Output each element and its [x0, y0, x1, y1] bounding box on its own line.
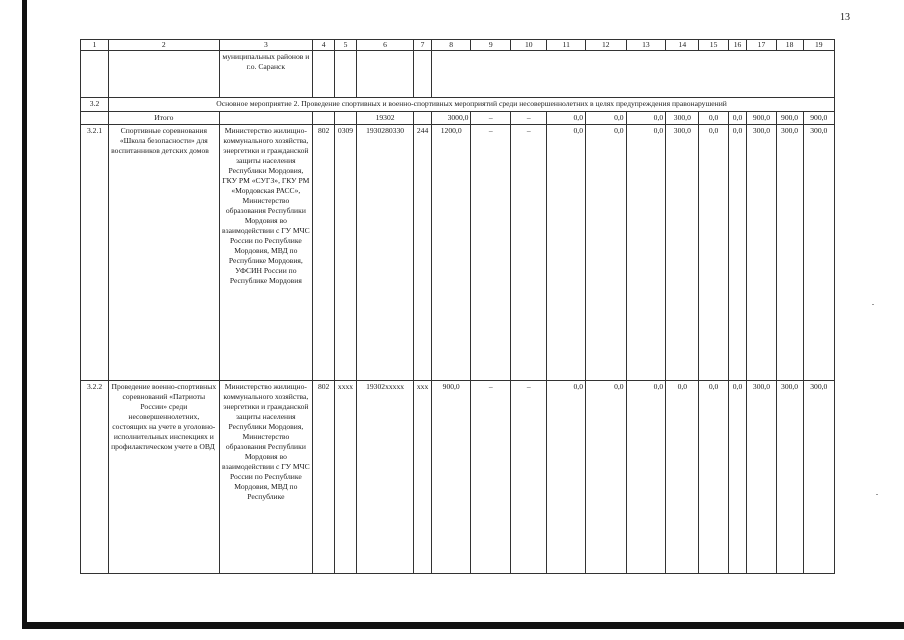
scan-speck [876, 494, 878, 495]
row-value: 0,0 [586, 125, 627, 381]
scan-bottom-border [22, 622, 904, 629]
scan-speck [872, 304, 874, 305]
continuation-row [81, 51, 835, 98]
row-value: 300,0 [666, 125, 699, 381]
col-header: 15 [699, 40, 728, 51]
row-value: – [471, 381, 511, 574]
col-header: 7 [414, 40, 432, 51]
table-row [81, 381, 835, 574]
total-value: 0,0 [586, 112, 627, 125]
row-c5: 0309 [335, 125, 357, 381]
col-header: 17 [747, 40, 776, 51]
col-header: 4 [313, 40, 335, 51]
scan-left-border [22, 0, 27, 628]
col-header: 18 [776, 40, 803, 51]
row-c4: 802 [313, 125, 335, 381]
row-value: 300,0 [803, 125, 834, 381]
column-number-row [81, 40, 835, 51]
row-value: 1200,0 [431, 125, 471, 381]
total-value: 300,0 [666, 112, 699, 125]
total-value: 0,0 [547, 112, 586, 125]
col-header: 19 [803, 40, 834, 51]
row-value: 0,0 [699, 381, 728, 574]
col-header: 8 [431, 40, 471, 51]
row-c5: хххх [335, 381, 357, 574]
row-name: Спортивные соревнования «Школа безопасности» для воспитанников детских домов [109, 125, 219, 381]
col-header: 6 [356, 40, 413, 51]
row-value: – [471, 125, 511, 381]
page-number: 13 [840, 12, 850, 23]
total-value: 900,0 [747, 112, 776, 125]
row-code: 3.2.2 [81, 381, 109, 574]
row-code: 3.2.1 [81, 125, 109, 381]
total-value: 3000,0 [431, 112, 471, 125]
row-c7: 244 [414, 125, 432, 381]
row-c4: 802 [313, 381, 335, 574]
row-value: – [511, 125, 547, 381]
total-value: 900,0 [776, 112, 803, 125]
col-header: 10 [511, 40, 547, 51]
row-executor: Министерство жилищно-коммунального хозяйства, энергетики и гражданской защиты населения Республики Мордовия, ГКУ РМ «СУГЗ», ГКУ РМ «Мордовская РАСС», Министерство образования Республики Мордовия во взаимодействии с ГУ МЧС России по Республике Мордовия, МВД по Республике Мордовия, УФСИН России по Республике Мордовия [219, 125, 313, 381]
total-value: – [471, 112, 511, 125]
col-header: 2 [109, 40, 219, 51]
row-value: 300,0 [747, 381, 776, 574]
col-header: 1 [81, 40, 109, 51]
row-value: 0,0 [547, 381, 586, 574]
row-value: 0,0 [728, 125, 747, 381]
row-value: 0,0 [728, 381, 747, 574]
col-header: 16 [728, 40, 747, 51]
total-value: 0,0 [699, 112, 728, 125]
col-header: 5 [335, 40, 357, 51]
row-c6: 19302ххххх [356, 381, 413, 574]
col-header: 9 [471, 40, 511, 51]
row-value: 300,0 [776, 381, 803, 574]
row-value: 900,0 [431, 381, 471, 574]
total-value: 0,0 [728, 112, 747, 125]
section-row [81, 98, 835, 112]
col-header: 14 [666, 40, 699, 51]
row-c7: ххх [414, 381, 432, 574]
total-label: Итого [109, 112, 219, 125]
section-title: Основное мероприятие 2. Проведение спортивных и военно-спортивных мероприятий среди несовершеннолетних в целях предупреждения правонарушений [109, 98, 835, 112]
program-table [80, 39, 835, 574]
row-value: 0,0 [586, 381, 627, 574]
executor-cell: муниципальных районов и г.о. Саранск [219, 51, 313, 98]
table-row [81, 125, 835, 381]
row-value: 0,0 [666, 381, 699, 574]
col-header: 11 [547, 40, 586, 51]
col-header: 12 [586, 40, 627, 51]
total-value: 0,0 [626, 112, 666, 125]
row-value: 0,0 [626, 381, 666, 574]
row-value: – [511, 381, 547, 574]
row-value: 300,0 [803, 381, 834, 574]
total-value: – [511, 112, 547, 125]
total-row [81, 112, 835, 125]
row-value: 300,0 [776, 125, 803, 381]
row-value: 0,0 [547, 125, 586, 381]
total-value: 900,0 [803, 112, 834, 125]
total-code: 19302 [356, 112, 413, 125]
row-c6: 1930280330 [356, 125, 413, 381]
section-code: 3.2 [81, 98, 109, 112]
row-value: 300,0 [747, 125, 776, 381]
row-value: 0,0 [699, 125, 728, 381]
row-name: Проведение военно-спортивных соревнований «Патриоты России» среди несовершеннолетних, состоящих на учете в уголовно-исполнительных инспекциях и профилактическом учете в ОВД [109, 381, 219, 574]
col-header: 13 [626, 40, 666, 51]
row-executor: Министерство жилищно-коммунального хозяйства, энергетики и гражданской защиты населения Республики Мордовия, Министерство образования Республики Мордовия во взаимодействии с ГУ МЧС России по Республике Мордовия, МВД по Республике [219, 381, 313, 574]
row-value: 0,0 [626, 125, 666, 381]
col-header: 3 [219, 40, 313, 51]
